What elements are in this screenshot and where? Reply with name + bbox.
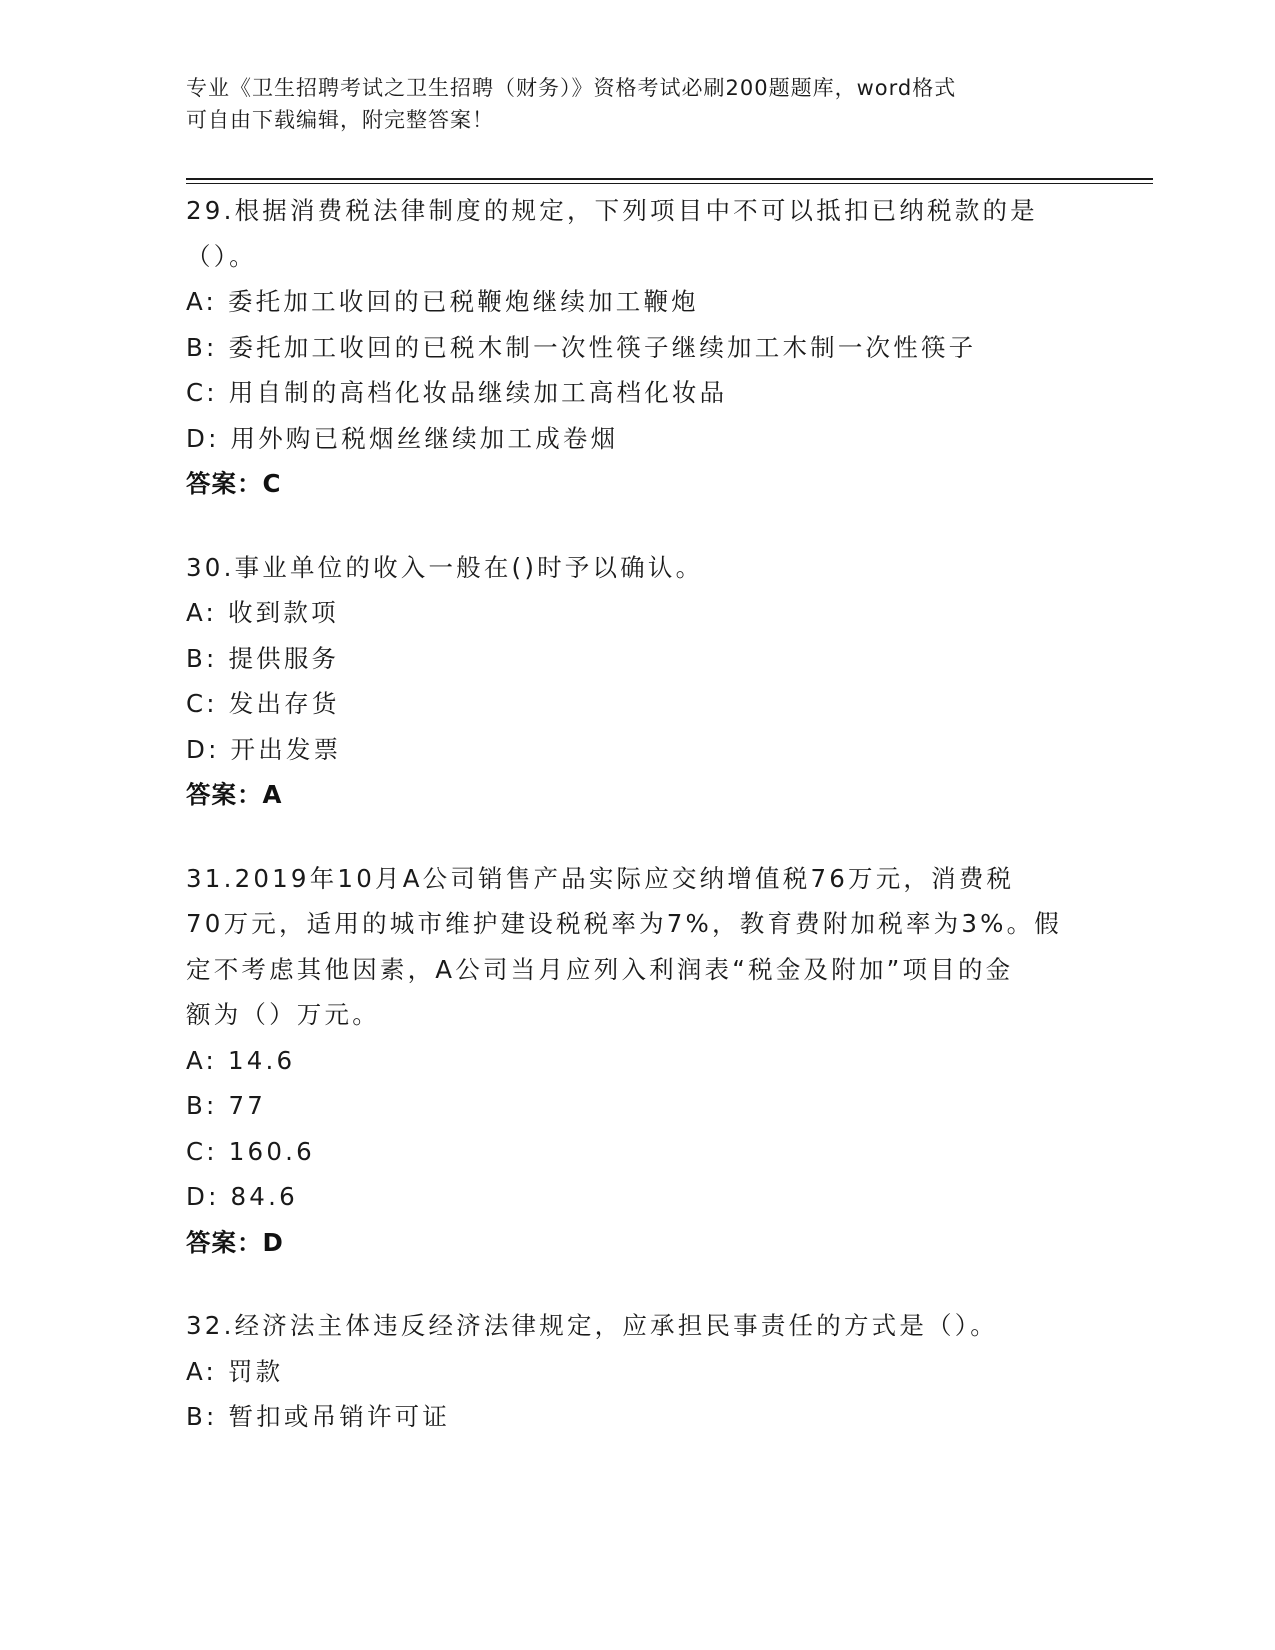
question-32 (186, 1303, 1086, 1440)
question-30 (186, 545, 1086, 818)
option-a: A: 罚款 (186, 1356, 284, 1386)
option-d: D: 开出发票 (186, 734, 342, 764)
answer-text: 答案：D (186, 1227, 284, 1257)
question-31 (186, 856, 1086, 1266)
question-stem: 30.事业单位的收入一般在()时予以确认。 (186, 552, 704, 582)
option-b: B: 暂扣或吊销许可证 (186, 1402, 451, 1431)
option-b: B: 委托加工收回的已税木制一次性筷子继续加工木制一次性筷子 (186, 332, 977, 362)
question-stem: 70万元，适用的城市维护建设税税率为7%，教育费附加税率为3%。假 (186, 909, 1063, 938)
question-stem: 31.2019年10月A公司销售产品实际应交纳增值税76万元，消费税 (186, 863, 1015, 893)
option-c: C: 用自制的高档化妆品继续加工高档化妆品 (186, 378, 728, 407)
question-list (186, 188, 1086, 1478)
question-stem: 额为（）万元。 (186, 1000, 380, 1029)
option-c: C: 160.6 (186, 1136, 315, 1166)
answer-text: 答案：C (186, 469, 282, 498)
question-stem: 32.经济法主体违反经济法律规定，应承担民事责任的方式是（）。 (186, 1311, 998, 1340)
option-d: D: 84.6 (186, 1182, 298, 1211)
option-b: B: 77 (186, 1091, 267, 1120)
option-a: A: 收到款项 (186, 598, 339, 627)
option-c: C: 发出存货 (186, 689, 340, 718)
question-stem: （）。 (186, 241, 257, 271)
question-stem: 定不考虑其他因素，A公司当月应列入利润表“税金及附加”项目的金 (186, 954, 1014, 984)
header-line-2: 可自由下载编辑，附完整答案！ (186, 108, 494, 132)
option-a: A: 14.6 (186, 1045, 296, 1075)
header-line-1: 专业《卫生招聘考试之卫生招聘（财务）》资格考试必刷200题题库，word格式 (186, 76, 957, 100)
document-header (186, 72, 1066, 136)
header-divider-thick (186, 178, 1153, 180)
answer-text: 答案：A (186, 780, 283, 809)
question-stem: 29.根据消费税法律制度的规定，下列项目中不可以抵扣已纳税款的是 (186, 196, 1038, 225)
option-a: A: 委托加工收回的已税鞭炮继续加工鞭炮 (186, 287, 699, 316)
option-d: D: 用外购已税烟丝继续加工成卷烟 (186, 423, 619, 453)
option-b: B: 提供服务 (186, 643, 340, 673)
question-29 (186, 188, 1086, 507)
header-divider-thin (186, 183, 1153, 184)
